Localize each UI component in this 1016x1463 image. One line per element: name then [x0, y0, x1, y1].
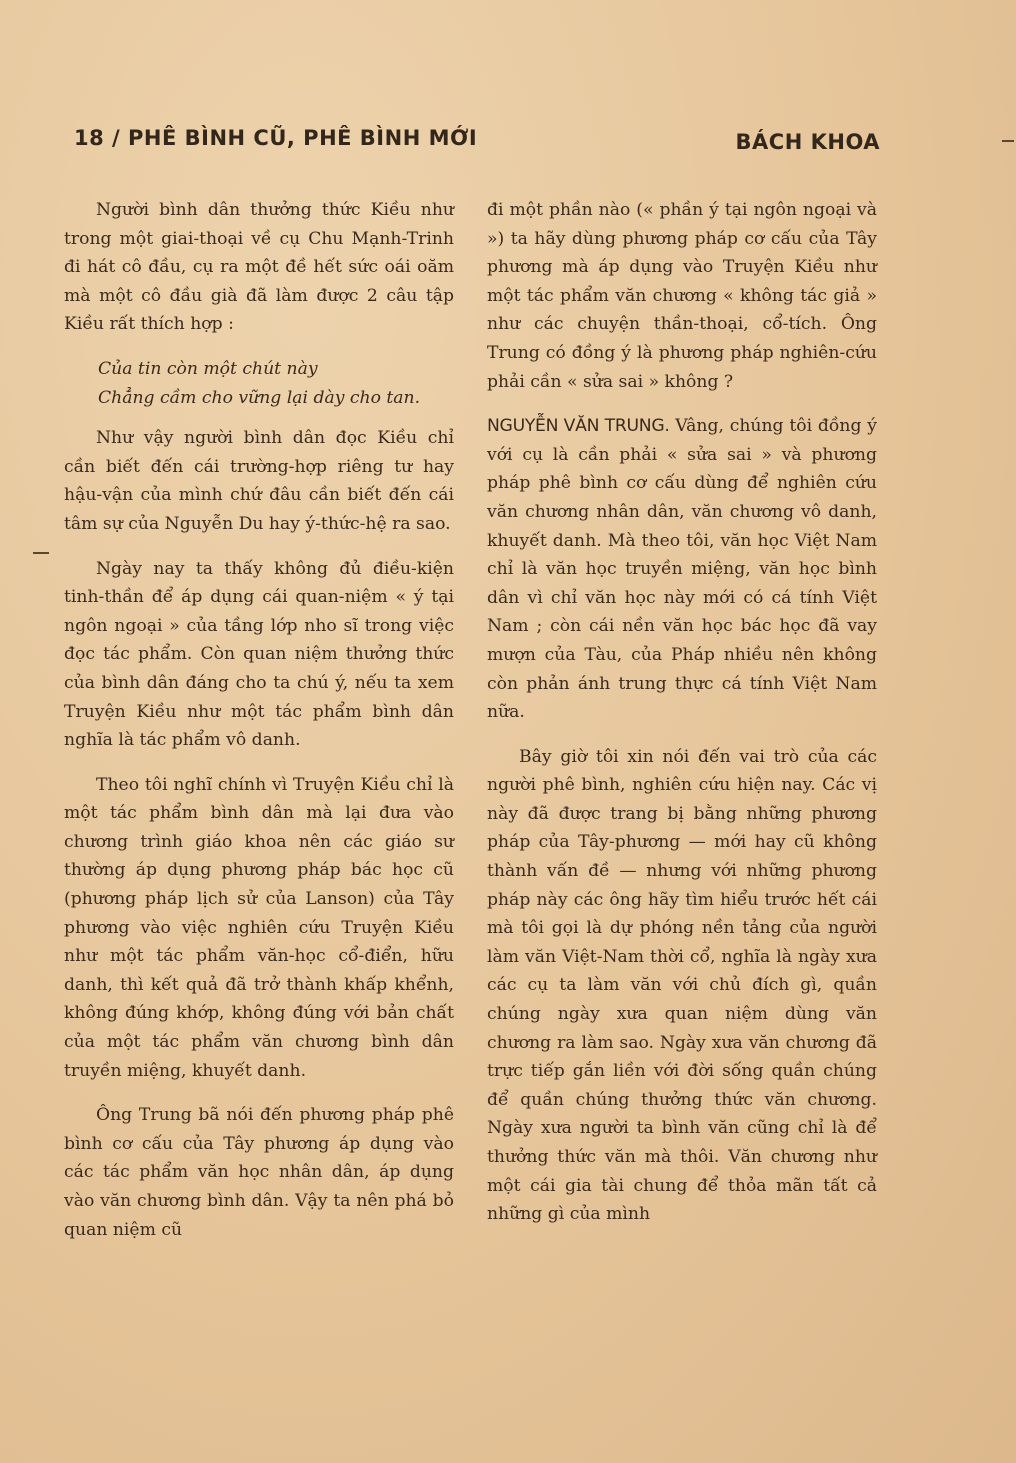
paragraph: Người bình dân thưởng thức Kiều như trong một giai-thoại về cụ Chu Mạnh-Trinh đi hát cô đầu, cụ ra một đề hết sức oái oăm mà một cô đầu già đã làm được 2 câu tập Kiều rất thích hợp :: [64, 200, 454, 335]
left-column: [64, 196, 454, 1260]
paragraph-text: Vâng, chúng tôi đồng ý với cụ là cần phải « sửa sai » và phương pháp phê bình cơ cấu dùng để nghiên cứu văn chương nhân dân, văn chương vô danh, khuyết danh. Mà theo tôi, văn học Việt Nam chỉ là văn học truyền miệng, văn học bình dân vì chỉ văn học này mới có cá tính Việt Nam ; còn cái nền văn học bác học đã vay mượn của Tàu, của Pháp nhiều nên không còn phản ánh trung thực cá tính Việt Nam nữa.: [487, 416, 877, 723]
header-page-title: 18 / PHÊ BÌNH CŨ, PHÊ BÌNH MỚI: [74, 126, 478, 150]
paragraph: Ngày nay ta thấy không đủ điều-kiện tinh-thần để áp dụng cái quan-niệm « ý tại ngôn ngoại » của tầng lớp nho sĩ trong việc đọc tác phẩm. Còn quan niệm thưởng thức của bình dân đáng cho ta chú ý, nếu ta xem Truyện Kiều như một tác phẩm bình dân nghĩa là tác phẩm vô danh.: [64, 558, 454, 751]
right-column: [487, 196, 877, 1245]
margin-mark: [1002, 140, 1014, 142]
verse-line: Chẳng cầm cho vững lại dày cho tan.: [98, 387, 421, 408]
paragraph: Bây giờ tôi xin nói đến vai trò của các người phê bình, nghiên cứu hiện nay. Các vị này đã được trang bị bằng những phương pháp của Tây-phương — mới hay cũ không thành vấn đề — nhưng với những phương pháp này các ông hãy tìm hiểu trước hết cái mà tôi gọi là dự phóng nền tảng của người làm văn Việt-Nam thời cổ, nghĩa là ngày xưa các cụ ta làm văn với chủ đích gì, quần chúng ngày xưa quan niệm dùng văn chương ra làm sao. Ngày xưa văn chương đã trực tiếp gắn liền với đời sống quần chúng để quần chúng thưởng thức văn chương. Ngày xưa người ta bình văn cũng chỉ là để thưởng thức văn mà thôi. Văn chương như một cái gia tài chung để thỏa mãn tất cả những gì của mình: [487, 746, 877, 1225]
paragraph: Theo tôi nghĩ chính vì Truyện Kiều chỉ là một tác phẩm bình dân mà lại đưa vào chương trình giáo khoa nên các giáo sư thường áp dụng phương pháp bác học cũ (phương pháp lịch sử của Lanson) của Tây phương vào việc nghiên cứu Truyện Kiều như một tác phẩm văn-học cổ-điển, hữu danh, thì kết quả đã trở thành khấp khểnh, không đúng khớp, không đúng với bản chất của một tác phẩm văn chương bình dân truyền miệng, khuyết danh.: [64, 774, 454, 1081]
verse-quote: [98, 355, 454, 412]
page-header: [74, 122, 880, 162]
verse-line: Của tin còn một chút này: [98, 358, 318, 379]
speaker-name: NGUYỄN VĂN TRUNG.: [487, 416, 670, 437]
paragraph: Ông Trung bã nói đến phương pháp phê bình cơ cấu của Tây phương áp dụng vào các tác phẩm văn học nhân dân, áp dụng vào văn chương bình dân. Vậy ta nên phá bỏ quan niệm cũ: [64, 1105, 454, 1240]
margin-mark: [33, 552, 49, 554]
paragraph: Như vậy người bình dân đọc Kiều chỉ cần biết đến cái trường-hợp riêng tư hay hậu-vận của mình chứ đâu cần biết đến cái tâm sự của Nguyễn Du hay ý-thức-hệ ra sao.: [64, 428, 454, 534]
paragraph: đi một phần nào (« phần ý tại ngôn ngoại và ») ta hãy dùng phương pháp cơ cấu của Tây phương mà áp dụng vào Truyện Kiều như một tác phẩm văn chương « không tác giả » như các chuyện thần-thoại, cổ-tích. Ông Trung có đồng ý là phương pháp nghiên-cứu phải cần « sửa sai » không ?: [487, 200, 877, 392]
paragraph: [487, 412, 877, 727]
header-magazine-name: BÁCH KHOA: [735, 130, 880, 154]
